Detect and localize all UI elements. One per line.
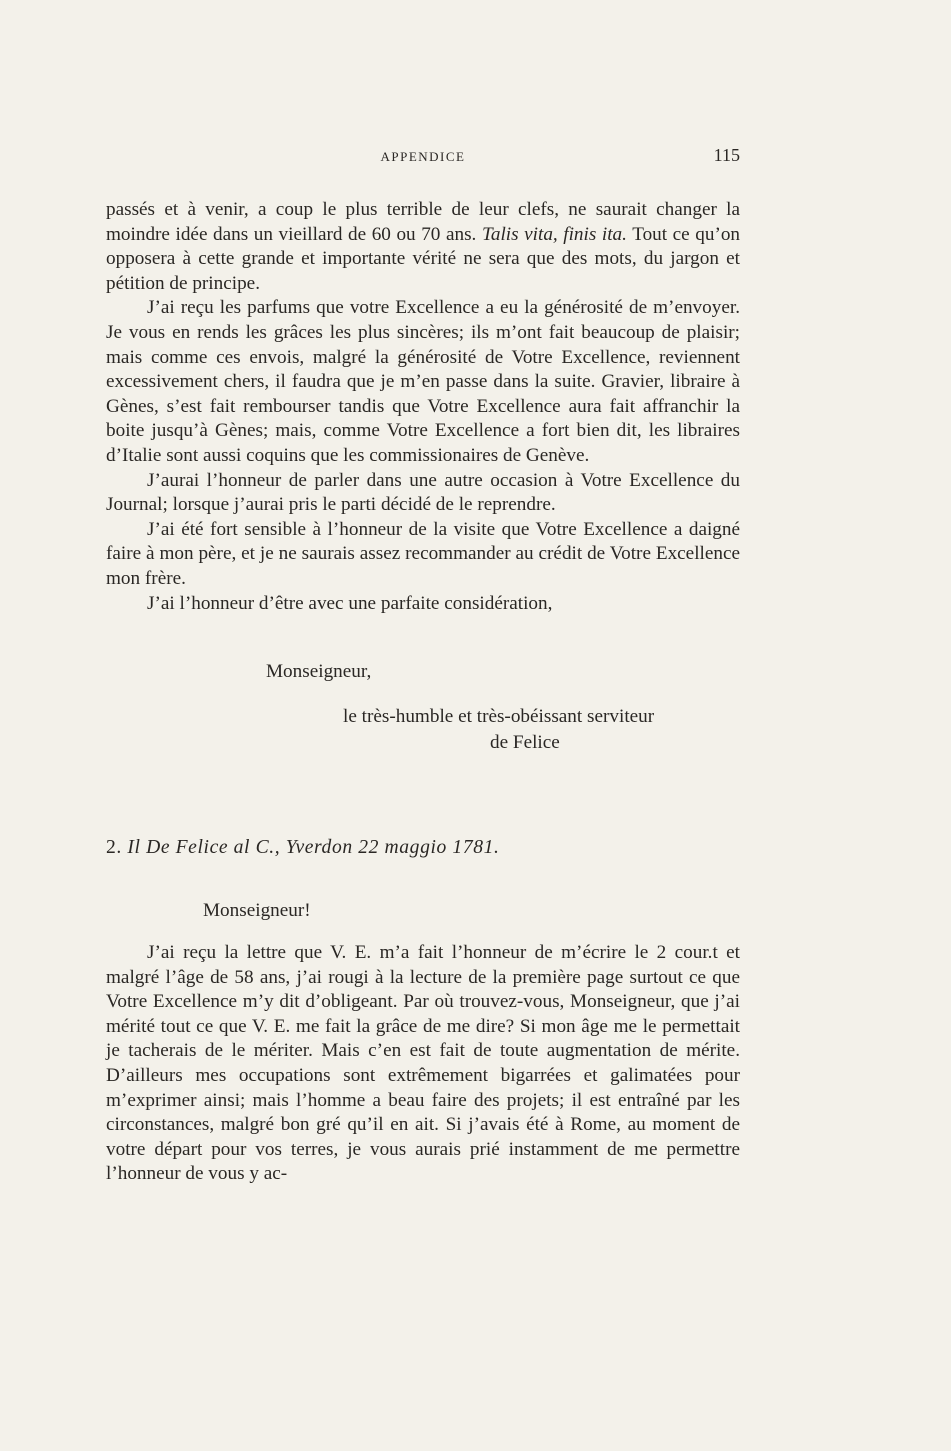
paragraph-3: J’aurai l’honneur de parler dans une autre occasion à Votre Excellence du Journal; lorsque j’aurai pris le parti décidé de le reprendre.	[106, 469, 740, 516]
letter-1-body	[106, 198, 740, 616]
paragraph-4: J’ai été fort sensible à l’honneur de la visite que Votre Excellence a daigné faire à mon père, et je ne saurais assez recommander au crédit de Votre Excellence mon frère.	[106, 518, 740, 589]
letter-2-title: Il De Felice al C., Yverdon 22 maggio 1781.	[127, 837, 500, 858]
paragraph-1-text: passés et à venir, a coup le plus terrible de leur clefs, ne saurait changer la moindre idée dans un vieillard de 60 ou 70 ans.	[106, 199, 740, 245]
closing-formula: le très-humble et très-obéissant serviteur	[343, 706, 655, 727]
letter-2-paragraph-1: J’ai reçu la lettre que V. E. m’a fait l’honneur de m’écrire le 2 cour.t et malgré l’âge de 58 ans, j’ai rougi à la lecture de la première page surtout ce que Votre Excellence m’y dit d’obligeant. Par où trouvez-vous, Monseigneur, que j’ai mérité tout ce que V. E. me fait la grâce de me dire? Si mon âge me le permettait je tacherais de le mériter. Mais c’en est fait de toute augmentation de mérite. D’ailleurs mes occupations sont extrêmement bigarrées et galimatées pour m’exprimer ainsi; mais l’homme a beau faire des projets; il est entraîné par les circonstances, malgré bon gré qu’il en ait. Si j’avais été à Rome, au moment de votre départ pour vos terres, je vous aurais prié instamment de me permettre l’honneur de vous y ac-	[106, 942, 740, 1185]
running-head: APPENDICE	[380, 149, 466, 164]
paragraph-1	[106, 198, 740, 296]
signature: de Felice	[490, 732, 560, 753]
latin-phrase: Talis vita, finis ita.	[481, 223, 627, 245]
paragraph-5: J’ai l’honneur d’être avec une parfaite considération,	[147, 592, 553, 614]
letter-2-number: 2.	[106, 837, 122, 858]
page-header	[106, 145, 740, 171]
paragraph-2: J’ai reçu les parfums que votre Excellence a eu la générosité de m’envoyer. Je vous en rends les grâces les plus sincères; ils m’ont fait beaucoup de plaisir; mais comme ces envois, malgré la générosité de Votre Excellence, reviennent excessivement chers, il faudra que je m’en passe dans la suite. Gravier, libraire à Gènes, s’est fait rembourser tandis que Votre Excellence aura fait affranchir la boite jusqu’à Gènes; mais, comme Votre Excellence a fort bien dit, les libraires d’Italie sont aussi coquins que les commissionaires de Genève.	[106, 297, 740, 466]
closing-salutation: Monseigneur,	[266, 661, 372, 682]
letter-2-body	[106, 941, 740, 1187]
letter-2-heading	[106, 837, 500, 859]
page-number: 115	[713, 145, 740, 165]
letter-2-salutation: Monseigneur!	[203, 900, 311, 921]
paragraph-1-end: Tout ce qu’on opposera à cette grande et importante vérité ne sera que des mots, du jargon et pétition de principe.	[106, 223, 741, 294]
